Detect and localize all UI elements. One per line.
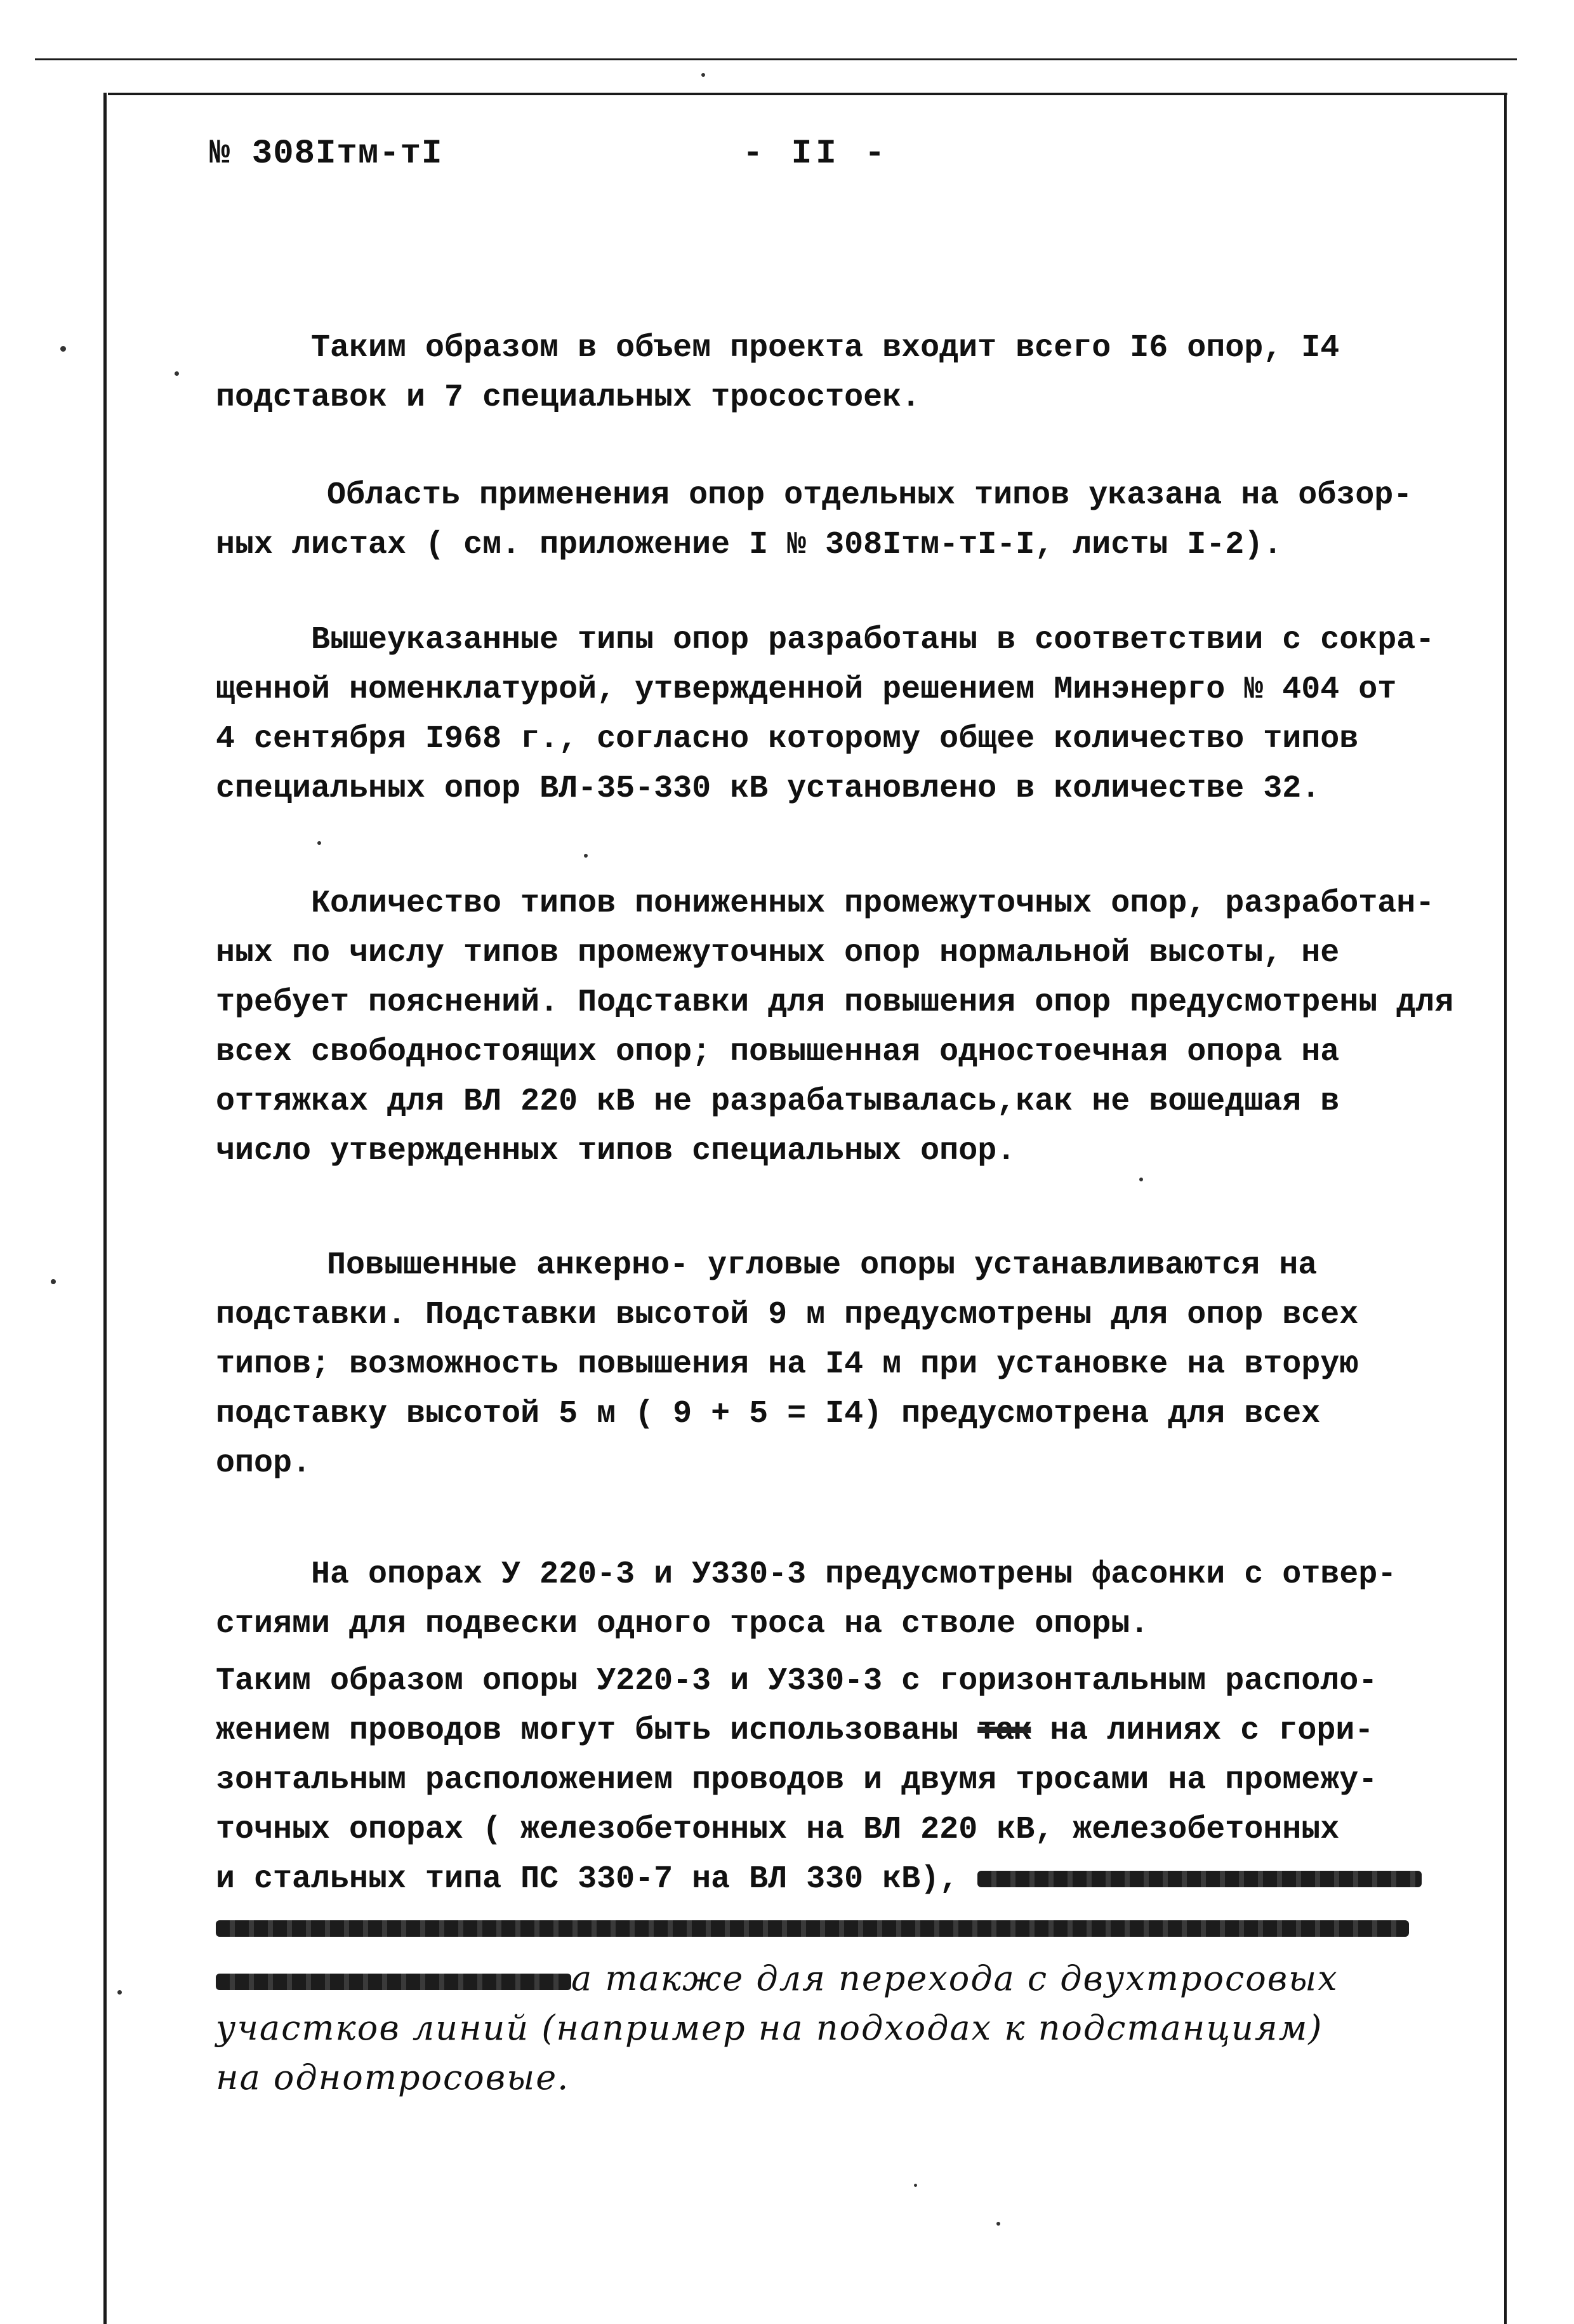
text-line: зонтальным расположением проводов и двумя тросами на промежу- <box>216 1762 1378 1798</box>
text-line: точных опорах ( железобетонных на ВЛ 220 кВ, железобетонных <box>216 1812 1340 1848</box>
text-line: Количество типов пониженных промежуточных опор, разработан- <box>311 886 1435 922</box>
text-line: На опорах У 220-3 и У330-3 предусмотрены фасонки с отвер- <box>311 1557 1397 1593</box>
text-line: Таким образом в объем проекта входит всего I6 опор, I4 <box>311 330 1340 366</box>
scan-speck <box>175 371 179 376</box>
text-segment: жением проводов могут быть использованы <box>216 1713 959 1749</box>
text-line: число утвержденных типов специальных опор. <box>216 1133 1016 1169</box>
scan-speck <box>60 346 66 352</box>
text-line: стиями для подвески одного троса на стволе опоры. <box>216 1606 1149 1642</box>
text-line: подставок и 7 специальных тросостоек. <box>216 380 921 416</box>
scan-speck <box>584 854 588 858</box>
text-segment: и стальных типа ПС 330-7 на ВЛ 330 кВ), <box>216 1861 959 1897</box>
scan-speck <box>317 841 321 845</box>
paragraph-2 <box>216 471 1498 570</box>
text-line: Вышеуказанные типы опор разработаны в соответствии с сокра- <box>311 622 1435 658</box>
text-line: типов; возможность повышения на I4 м при установке на вторую <box>216 1346 1359 1383</box>
text-line: Повышенные анкерно- угловые опоры устанавливаются на <box>327 1247 1318 1284</box>
text-line: ных листах ( см. приложение I № 308Iтм-тI-I, листы I-2). <box>216 527 1283 563</box>
text-line <box>216 1706 1498 1756</box>
paragraph-5 <box>216 1241 1498 1489</box>
handwritten-note: а также для перехода с двухтросовых <box>571 1958 1339 1998</box>
struck-out-text <box>216 1974 571 1990</box>
text-line: подставки. Подставки высотой 9 м предусмотрены для опор всех <box>216 1297 1359 1333</box>
frame-right-border <box>1504 93 1507 2324</box>
struck-out-text <box>977 1871 1422 1887</box>
struck-out-text <box>216 1920 1409 1937</box>
text-line <box>216 1855 1498 1904</box>
struck-word: так <box>977 1713 1031 1749</box>
scan-speck <box>51 1279 56 1284</box>
paragraph-3 <box>216 616 1498 814</box>
page-edge-line <box>35 58 1517 60</box>
paragraph-7 <box>216 1657 1498 2102</box>
paragraph-4 <box>216 879 1498 1176</box>
scan-speck <box>117 1990 122 1995</box>
text-line: требует пояснений. Подставки для повышения опор предусмотрены для <box>216 985 1454 1021</box>
text-line: опор. <box>216 1445 312 1482</box>
text-line: щенной номенклатурой, утвержденной решением Минэнерго № 404 от <box>216 672 1397 708</box>
text-line: Область применения опор отдельных типов указана на обзор- <box>327 477 1413 514</box>
scan-speck <box>996 2222 1000 2226</box>
handwritten-note: участков линий (например на подходах к подстанциям) <box>216 2008 1323 2048</box>
text-line: подставку высотой 5 м ( 9 + 5 = I4) предусмотрена для всех <box>216 1396 1321 1432</box>
text-line: ных по числу типов промежуточных опор нормальной высоты, не <box>216 935 1340 971</box>
struck-out-line <box>216 1904 1498 1954</box>
page-number: - II - <box>743 135 889 173</box>
frame-top-border <box>108 93 1507 95</box>
text-segment: на линиях с гори- <box>1050 1713 1374 1749</box>
document-number: № 308Iтм-тI <box>209 135 443 173</box>
paragraph-6 <box>216 1550 1498 1649</box>
frame-left-border <box>103 93 107 2324</box>
scan-speck <box>1139 1178 1143 1181</box>
text-line <box>216 1954 1498 2003</box>
scan-speck <box>701 73 705 77</box>
scan-speck <box>914 2184 917 2187</box>
paragraph-1 <box>216 324 1498 423</box>
text-line: Таким образом опоры У220-3 и У330-3 с горизонтальным располо- <box>216 1663 1378 1699</box>
handwritten-note: на однотросовые. <box>216 2057 570 2097</box>
text-line: всех свободностоящих опор; повышенная одностоечная опора на <box>216 1034 1340 1070</box>
text-line: специальных опор ВЛ-35-330 кВ установлено в количестве 32. <box>216 771 1321 807</box>
text-line: оттяжках для ВЛ 220 кВ не разрабатывалась,как не вошедшая в <box>216 1084 1340 1120</box>
text-line: 4 сентября I968 г., согласно которому общее количество типов <box>216 721 1359 757</box>
